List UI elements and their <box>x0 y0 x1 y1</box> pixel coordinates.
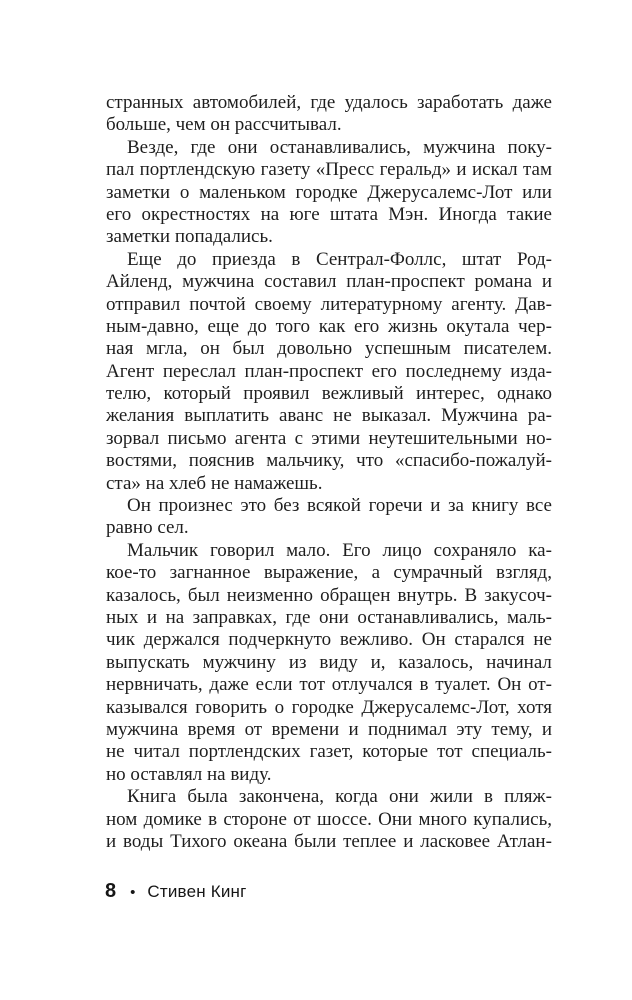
text-line: нервничать, даже если тот отлучался в туалет. Он от- <box>106 674 552 696</box>
text-line: Мальчик говорил мало. Его лицо сохраняло ка- <box>127 539 552 561</box>
text-line: Агент переслал план-проспект его последнему изда- <box>106 360 552 382</box>
text-line: зорвал письмо агента с этими неутешительными но- <box>106 427 552 449</box>
text-line: странных автомобилей, где удалось заработать даже <box>106 92 552 113</box>
running-title-author: Стивен Кинг <box>147 882 247 901</box>
text-line: Он произнес это без всякой горечи и за книгу все <box>127 495 552 517</box>
text-line: ста» на хлеб не намажешь. <box>106 472 323 494</box>
text-line: казывался говорить о городке Джерусалемс-Лот, хотя <box>106 696 552 718</box>
text-line: Айленд, мужчина составил план-проспект романа и <box>106 271 552 293</box>
text-line: Еще до приезда в Сентрал-Фоллс, штат Род- <box>127 248 552 270</box>
text-line: чик держался подчеркнуто вежливо. Он старался не <box>106 629 552 651</box>
text-line: выпускать мужчину из виду и, казалось, начинал <box>106 651 552 673</box>
text-line: кое-то загнанное выражение, а сумрачный взгляд, <box>106 562 552 584</box>
text-line: и воды Тихого океана были теплее и ласковее Атлан- <box>106 830 552 852</box>
page-text <box>106 92 552 853</box>
text-line: ным-давно, еще до того как его жизнь окутала чер- <box>106 315 552 337</box>
text-line: равно сел. <box>106 517 189 539</box>
text-line: заметки попадались. <box>106 226 273 248</box>
text-line: ная мгла, он был довольно успешным писателем. <box>106 338 552 360</box>
text-line: желания выплатить аванс не выказал. Мужчина ра- <box>106 405 552 427</box>
text-line: Везде, где они останавливались, мужчина поку- <box>127 136 552 158</box>
text-line: заметки о маленьком городке Джерусалемс-Лот или <box>106 181 552 203</box>
text-line: не читал портлендских газет, которые тот специаль- <box>106 741 552 763</box>
text-line: мужчина время от времени и поднимал эту тему, и <box>106 718 552 740</box>
text-line: востями, пояснив мальчику, что «спасибо-пожалуй- <box>106 450 552 472</box>
text-line: ных и на заправках, где они останавливались, маль- <box>106 606 552 628</box>
text-line: больше, чем он рассчитывал. <box>106 114 342 136</box>
page-number: 8 <box>105 880 117 902</box>
page-footer <box>105 880 247 903</box>
bullet-separator-icon: • <box>130 884 136 901</box>
text-line: казалось, был неизменно обращен внутрь. В закусоч- <box>106 584 552 606</box>
text-line: его окрестностях на юге штата Мэн. Иногда такие <box>106 203 552 225</box>
text-line: пал портлендскую газету «Пресс геральд» и искал там <box>106 159 552 181</box>
text-line: ном домике в стороне от шоссе. Они много купались, <box>106 808 552 830</box>
text-line: телю, который проявил вежливый интерес, однако <box>106 383 552 405</box>
text-line: отправил почтой своему литературному агенту. Дав- <box>106 293 552 315</box>
text-line: Книга была закончена, когда они жили в пляж- <box>127 786 552 808</box>
text-line: но оставлял на виду. <box>106 763 272 785</box>
